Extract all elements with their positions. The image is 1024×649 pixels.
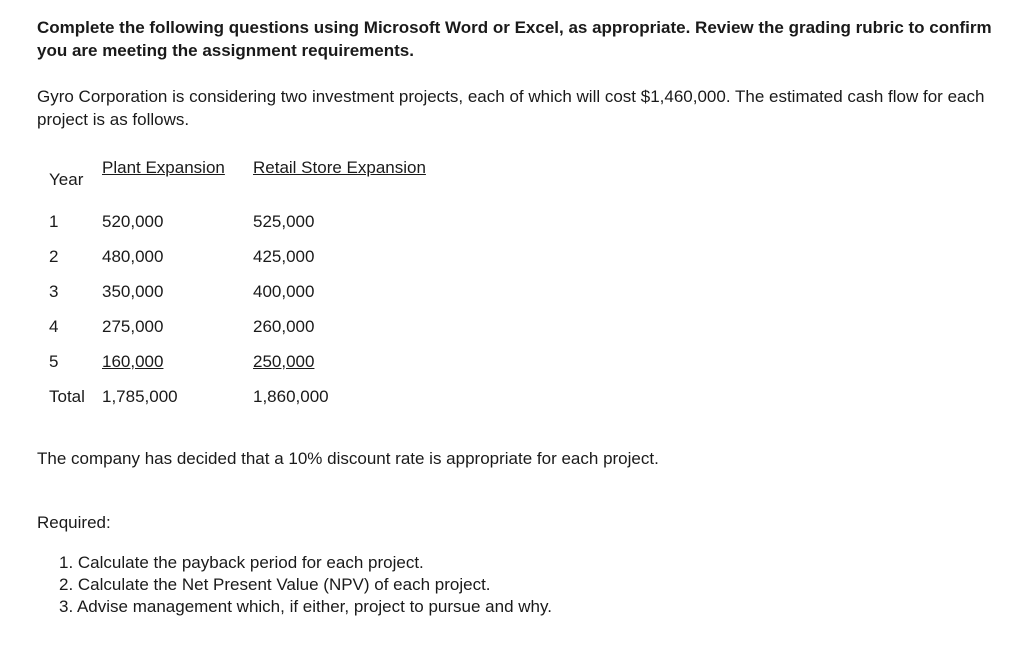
plant-cell: 480,000	[102, 246, 164, 266]
list-item: 3. Advise management which, if either, project to pursue and why.	[59, 597, 552, 616]
plant-cell: 350,000	[102, 281, 164, 301]
retail-cell: 425,000	[253, 246, 315, 266]
total-label-cell: Total	[49, 386, 85, 406]
retail-cell: 260,000	[253, 316, 315, 336]
cash-flow-table-container	[49, 158, 426, 414]
year-cell: 1	[49, 211, 59, 231]
retail-cell: 250,000	[253, 351, 315, 371]
retail-cell: 400,000	[253, 281, 315, 301]
year-cell: 2	[49, 246, 59, 266]
requirements-list	[59, 552, 552, 618]
total-row	[49, 379, 426, 414]
table-header-row	[49, 158, 426, 204]
year-cell: 5	[49, 351, 59, 371]
plant-total-cell: 1,785,000	[102, 386, 178, 406]
plant-expansion-column-header: Plant Expansion	[102, 158, 225, 177]
table-row	[49, 274, 426, 309]
required-label: Required:	[37, 513, 111, 532]
plant-cell: 160,000	[102, 351, 164, 371]
plant-cell: 520,000	[102, 211, 164, 231]
list-item: 2. Calculate the Net Present Value (NPV) of each project.	[59, 575, 491, 594]
retail-store-expansion-column-header: Retail Store Expansion	[253, 158, 426, 177]
discount-rate-note: The company has decided that a 10% discount rate is appropriate for each project.	[37, 449, 659, 468]
table-row	[49, 344, 426, 379]
plant-cell: 275,000	[102, 316, 164, 336]
table-row	[49, 239, 426, 274]
scenario-paragraph: Gyro Corporation is considering two investment projects, each of which will cost $1,460,000. The estimated cash flow for each project is as follows.	[37, 87, 985, 129]
year-cell: 3	[49, 281, 59, 301]
table-row	[49, 204, 426, 239]
instructions-heading: Complete the following questions using Microsoft Word or Excel, as appropriate. Review the grading rubric to confirm you are meeting the assignment requirements.	[37, 18, 992, 60]
retail-cell: 525,000	[253, 211, 315, 231]
list-item: 1. Calculate the payback period for each project.	[59, 553, 424, 572]
retail-total-cell: 1,860,000	[253, 386, 329, 406]
cash-flow-table	[49, 158, 426, 414]
year-column-header: Year	[49, 170, 84, 189]
year-cell: 4	[49, 316, 59, 336]
table-row	[49, 309, 426, 344]
